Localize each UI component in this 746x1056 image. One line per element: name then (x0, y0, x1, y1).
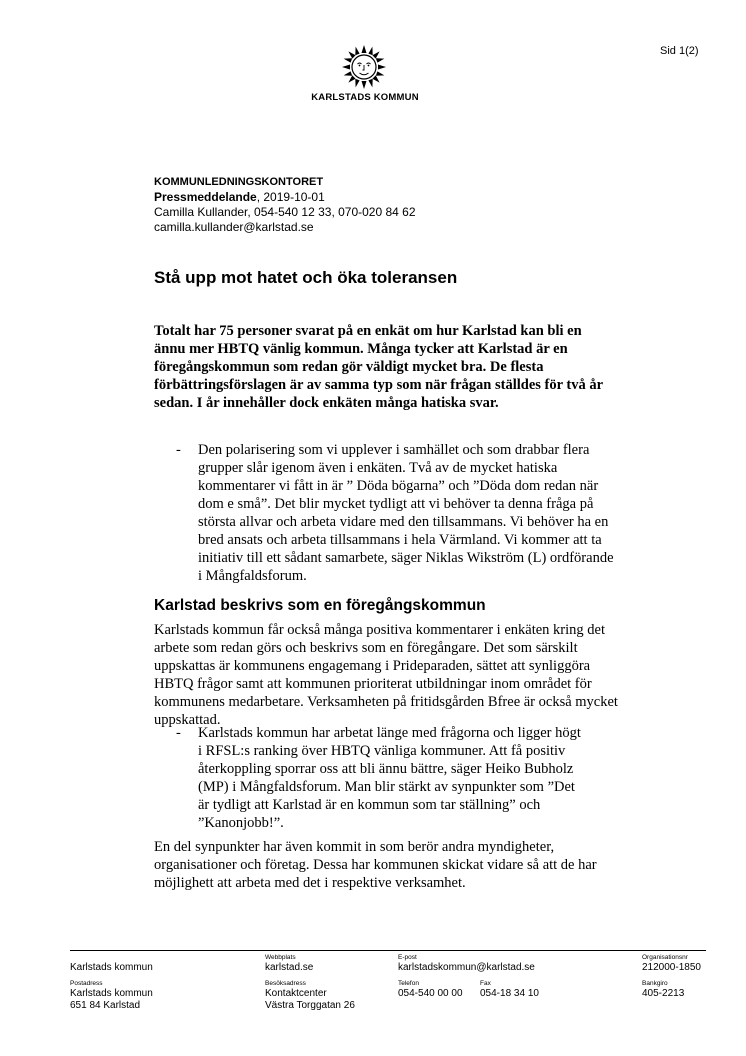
contact: Camilla Kullander, 054-540 12 33, 070-020 84 62 (154, 205, 416, 219)
bullet-dash: - (176, 442, 181, 458)
department: KOMMUNLEDNINGSKONTORET (154, 176, 324, 188)
doc-type: Pressmeddelande (154, 190, 257, 204)
lead-paragraph: Totalt har 75 personer svarat på en enkät om hur Karlstad kan bli en ännu mer HBTQ vänlig kommun. Många tycker att Karlstad är en föregångskommun som redan gör väldigt mycket bra. De flesta förbättringsförslagen är av samma typ som när frågan ställdes för två år sedan. I år innehåller dock enkäten många hatiska svar. (154, 323, 603, 411)
footer-org-name: Karlstads kommun (70, 962, 153, 973)
quote-bullet-2 (176, 724, 586, 832)
footer-postal-line2: 651 84 Karlstad (70, 1000, 141, 1011)
contact-email: camilla.kullander@karlstad.se (154, 220, 314, 234)
body-paragraph-2: En del synpunkter har även kommit in som berör andra myndigheter, organisationer och företag. Dessa har kommunen skickat vidare så att de har möjlighett att arbeta med det i respektive verksamhet. (154, 839, 597, 891)
footer-phone-value: 054-540 00 00 (398, 988, 463, 999)
footer-postal (70, 980, 153, 1012)
bullet-text: Den polarisering som vi upplever i samhället och som drabbar flera grupper slår igenom även i enkäten. Två av de mycket hatiska kommentarer vi fått in är ” Döda bögarna” och ”Döda dom redan när dom e små”. Det blir mycket tydligt att vi behöver ta denna fråga på största allvar och arbeta vidare med den tillsammans. Vi behöver ha en bred ansats och arbeta tillsammans i hela Värmland. Vi kommer att ta initiativ till ett sådant samarbete, säger Niklas Wikström (L) ordförande i Mångfaldsforum. (198, 442, 614, 584)
footer-bankgiro (642, 980, 684, 1000)
footer-orgnr (642, 954, 701, 974)
footer-postal-line1: Karlstads kommun (70, 988, 153, 999)
subheading: Karlstad beskrivs som en föregångskommun (154, 597, 486, 614)
footer-bankgiro-label: Bankgiro (642, 980, 668, 987)
org-name: KARLSTADS KOMMUN (311, 92, 419, 103)
press-header (154, 175, 416, 235)
bullet-dash: - (176, 725, 181, 741)
footer-visit-line1: Kontaktcenter (265, 988, 327, 999)
footer-visit-line2: Västra Torggatan 26 (265, 1000, 355, 1011)
footer-postal-label: Postadress (70, 980, 103, 987)
footer-orgnr-value: 212000-1850 (642, 962, 701, 973)
footer-org (70, 954, 153, 974)
headline: Stå upp mot hatet och öka toleransen (154, 268, 458, 287)
footer-phone-label: Telefon (398, 980, 419, 987)
bullet-text: Karlstads kommun har arbetat länge med frågorna och ligger högt i RFSL:s ranking över HBTQ vänliga kommuner. Att få positiv återkoppling sporrar oss att bli ännu bättre, säger Heiko Bubholz (MP) i Mångfaldsforum. Man blir stärkt av synpunkter som ”Det är tydligt att Karlstad är en kommun som tar ställning” och ”Kanonjobb!”. (198, 725, 581, 831)
footer-web (265, 954, 313, 974)
footer-web-label: Webbplats (265, 954, 296, 961)
sun-face-logo-icon (341, 44, 387, 90)
date: , 2019-10-01 (256, 190, 325, 204)
footer-web-value: karlstad.se (265, 962, 314, 973)
footer-orgnr-label: Organisationsnr (642, 954, 688, 961)
footer-bankgiro-value: 405-2213 (642, 988, 685, 999)
footer-email-label: E-post (398, 954, 417, 961)
footer-fax-label: Fax (480, 980, 491, 987)
footer-phone (398, 980, 463, 1000)
quote-bullet-1 (176, 441, 616, 585)
footer-visit (265, 980, 355, 1012)
footer-email (398, 954, 535, 974)
footer-divider (70, 950, 706, 951)
footer-visit-label: Besöksadress (265, 980, 306, 987)
footer-fax-value: 054-18 34 10 (480, 988, 539, 999)
doc-type-line (154, 190, 416, 205)
footer-email-value: karlstadskommun@karlstad.se (398, 962, 535, 973)
body-paragraph-1: Karlstads kommun får också många positiva kommentarer i enkäten kring det arbete som redan görs och beskrivs som en föregångare. Det som särskilt uppskattas är kommunens engagemang i Prideparaden, sättet att synliggöra HBTQ frågor samt att kommunen prioriterat utbildningar inom området för kommunens medarbetare. Verksamheten på fritidsgården Bfree är också mycket uppskattad. (154, 622, 618, 728)
footer-fax (480, 980, 539, 1000)
page-number: Sid 1(2) (660, 45, 699, 57)
